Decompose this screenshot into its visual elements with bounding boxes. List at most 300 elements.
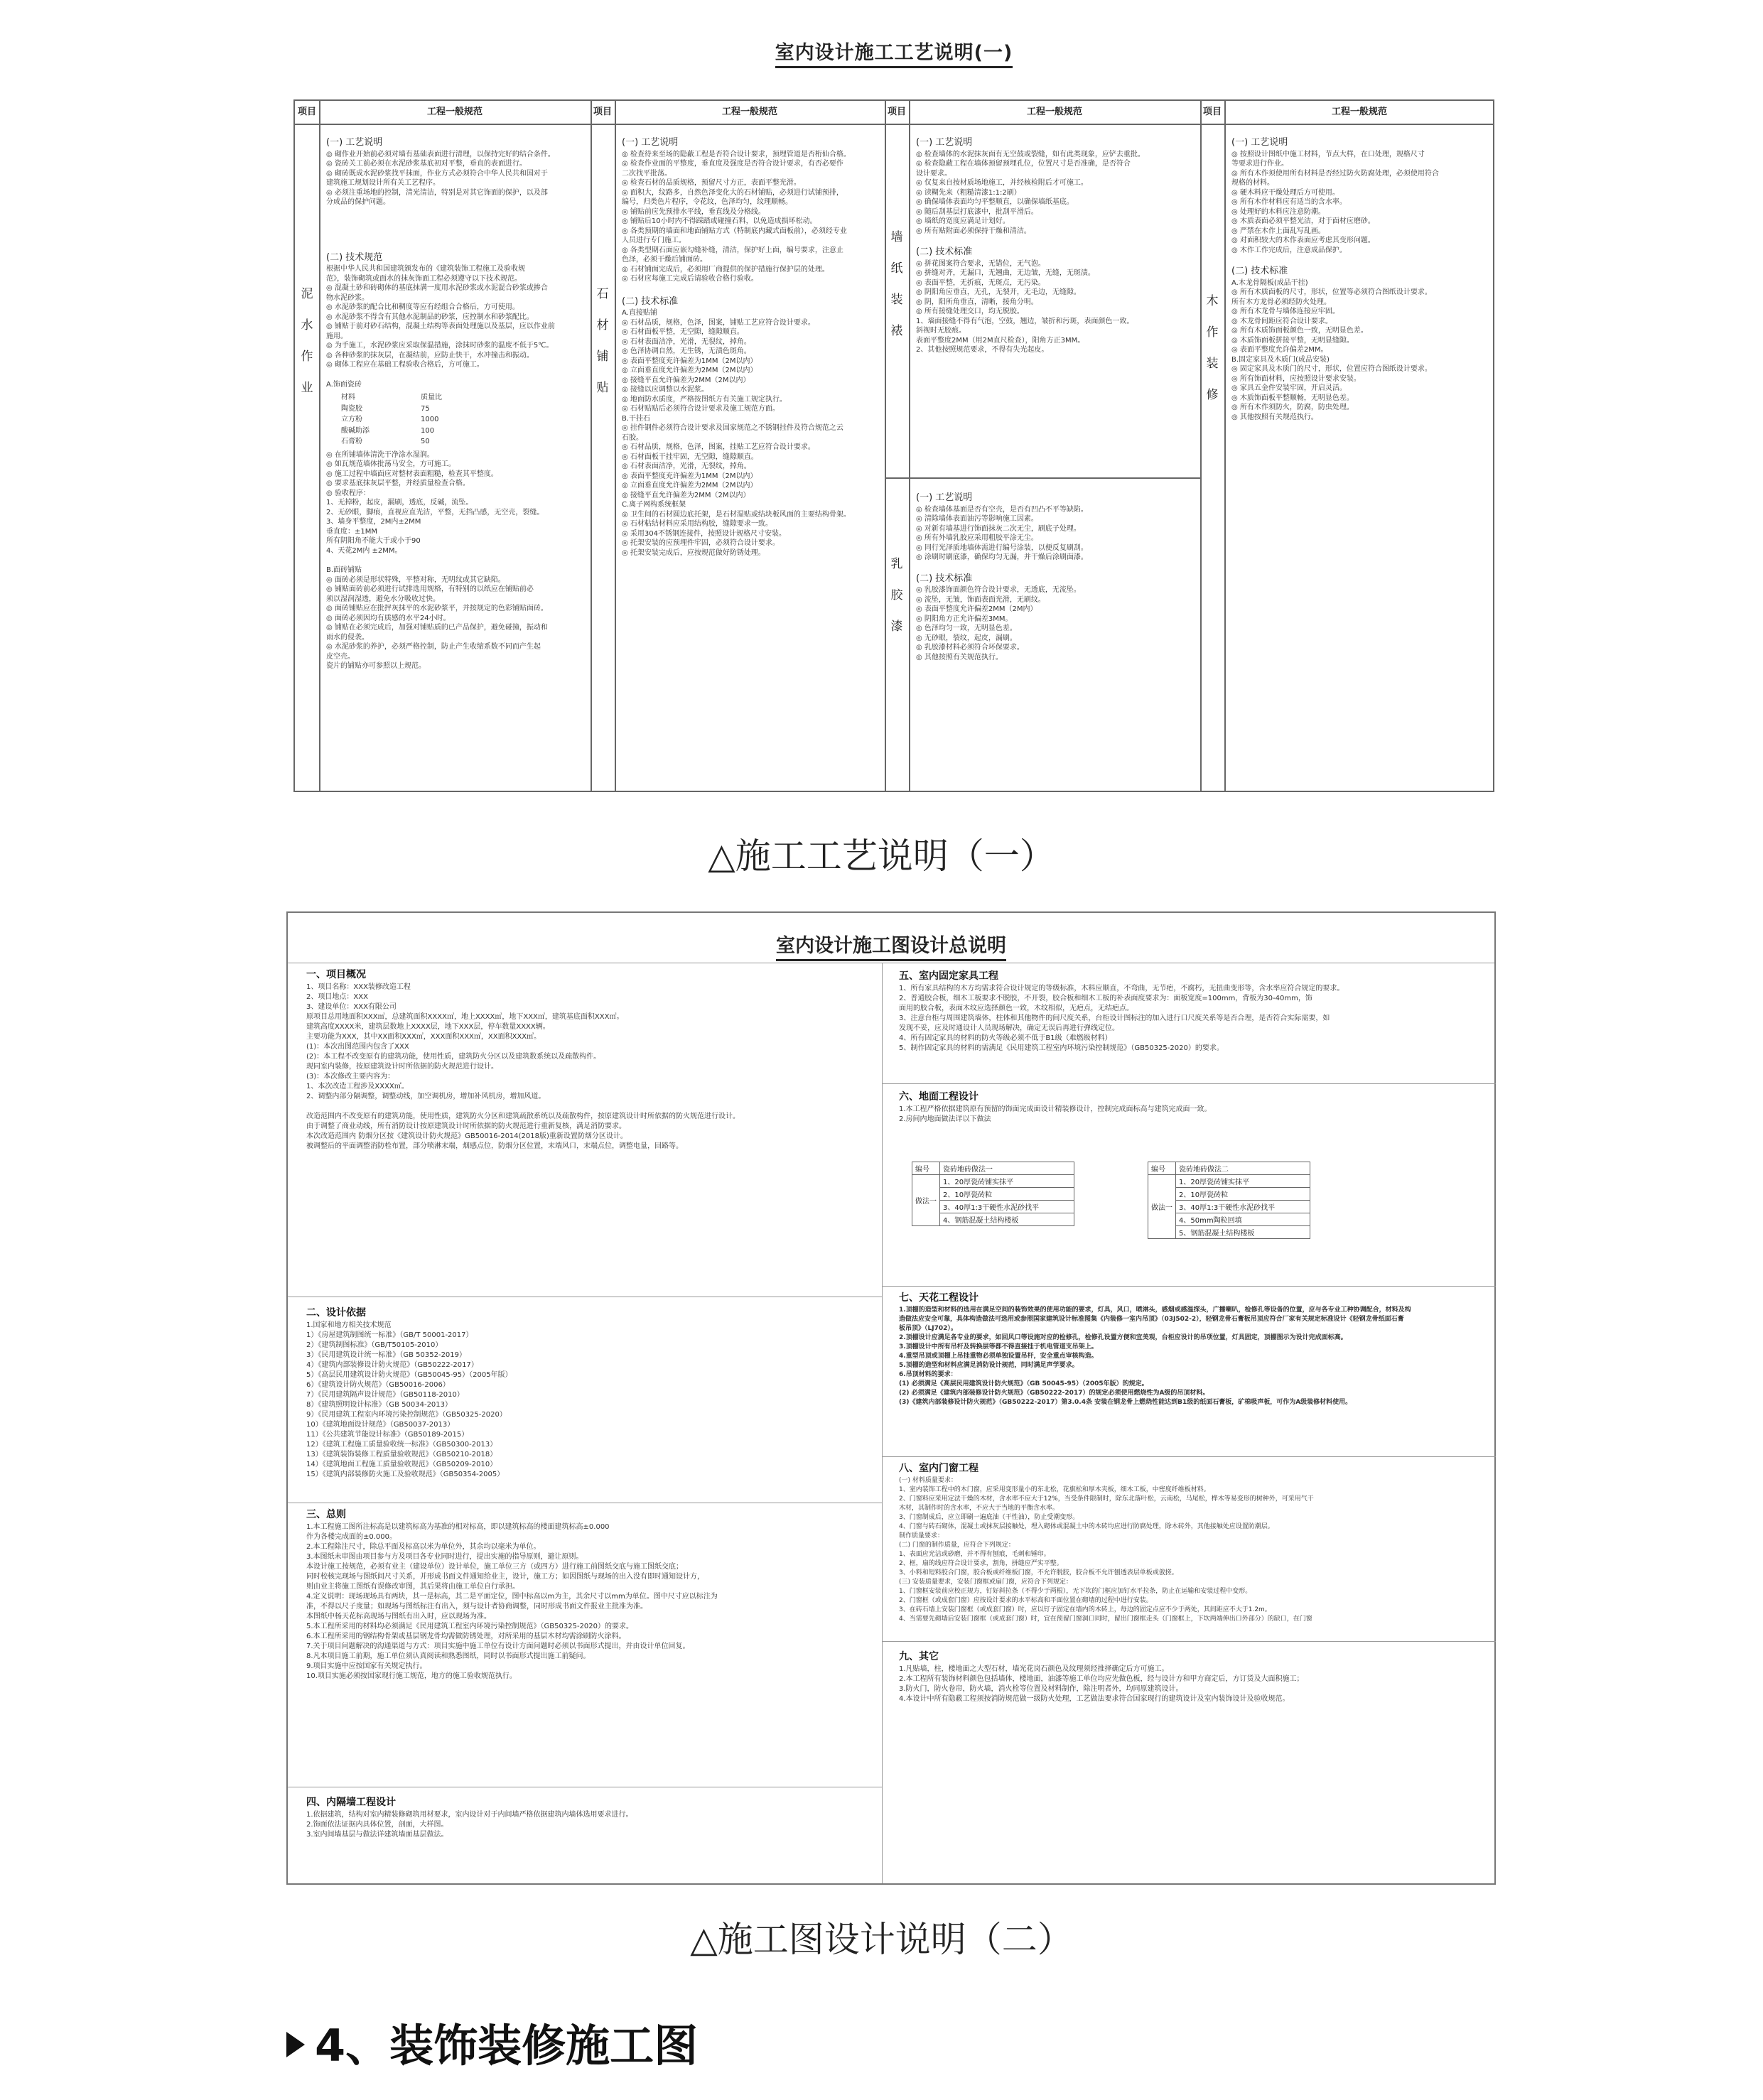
text-line: 2.饰面依法证据内具体位置，剖面，大样图。 [306,1821,448,1829]
text-line [306,1102,875,1112]
text-line: ◎ 所有木质面板的尺寸，形状，位置等必须符合图纸设计要求。 [1231,288,1432,296]
table-head-cell: 瓷砖地砖做法二 [1176,1162,1310,1175]
table-cell: 4、钢筋混凝土结构楼板 [940,1213,1074,1226]
spacer [326,370,586,380]
text-line: ◎ 检查墙体的水泥抹灰面有无空鼓或裂缝，如有此类现象，应铲去重批。 [916,150,1145,158]
text-line: ◎ 仅复来自按材质场地施工，并经核检附后才可施工。 [916,179,1088,187]
text-line: ◎ 随后刮基层打底漆中，批刮平滑后。 [916,207,1038,216]
text-line: 5）《高层民用建筑设计防火规范》（GB50045-95）（2005年版） [306,1371,512,1379]
text-line: 发现不妥，应及时通设计人员现场解决，确定无误后再进行弹线定位。 [899,1024,1119,1032]
text-line: ◎ 表面平整，无折痕，无斑点，无污染。 [916,278,1045,287]
text-line: ◎ 石材面板干挂牢固，无空隙，缝隙顺直。 [622,453,758,461]
category-char: 纸 [890,261,903,276]
text-line: ◎ 要求基底抹灰层平整，并经质量检查合格。 [326,480,470,487]
text-line: 2、门窗框（或成套门窗）应按设计要求的水平标高和平面位置在砌墙的过程中进行安装。 [899,1597,1153,1604]
text-line: ◎ 木质饰面板平整顺畅，无明显色差。 [1231,394,1354,402]
text-line: (3)：本次修改主要内容为： [306,1073,395,1081]
divider [885,477,1200,479]
text-line: ◎ 硬木料应干燥处理后方可使用。 [1231,188,1339,197]
table-head-cell: 质量比 [421,394,442,401]
category-char: 装 [890,293,903,307]
text-block [306,1810,875,1840]
header-item-2: 项目 [593,107,612,117]
text-line: ◎ 所有木质饰面板颜色一致，无明显色差。 [1231,327,1368,335]
text-line: 1、墙面接缝不得有气泡，空鼓，翘边，皱折和污斑，表面颜色一致。 [916,317,1134,325]
header-item-1: 项目 [297,107,316,117]
table-cell: 5、钢筋混凝土结构楼板 [1176,1226,1310,1239]
text-line: 3、小料和短料胶合门窗，胶合板或纤维板门窗，不允许脱胶，胶合板不允许刨透表层单板或戗搓。 [899,1569,1178,1576]
text-line: 2、普通胶合板，细木工板要求不脱胶，不开裂，胶合板和细木工板的补表面度要求为：面板宽度=100mm，背板为30-40mm，饰 [899,995,1312,1002]
process-table [293,99,1494,792]
text-line: 本设计施工按规范，必须有业主（建设单位）设计单位，施工单位三方（或四方）进行施工前图纸交底与施工图纸交底； [306,1563,683,1571]
text-line: 3.防火门，防火卷帘，防火墙，消火栓等位置及材料制作，除注明者外，均同原建筑设计。 [899,1685,1183,1693]
caption-one: △施工工艺说明（一） [708,835,1055,877]
woodwork-spec [1231,135,1490,422]
text-line: ◎ 木作工作完成后，注意成品保护。 [1231,246,1347,254]
text-line: 15）《建筑内部装修防火施工及验收规范》（GB50354-2005） [306,1471,505,1478]
text-line: 3.室内间墙基层与做法详建筑墙面基层做法。 [306,1831,448,1839]
header-spec-1: 工程一般规范 [426,107,482,117]
floor-method-table-1 [912,1162,1074,1226]
text-line: ◎ 涂刷时刷底漆，确保均匀无漏，并干燥后涂刷面漆。 [916,553,1088,561]
text-line: 须以湿润湿透，避免水分吸收过快。 [326,595,440,603]
text-line: ◎ 面砖铺贴应在批抨灰抹平的水泥砂浆平，并按规定的色彩铺贴面砖。 [326,605,548,612]
text-block [306,1321,875,1480]
text-line: ◎ 在所铺墙体清洗干净涂水湿润。 [326,450,434,459]
text-line: ◎ 采用304不锈钢连接件，按照设计规格尺寸安装。 [622,529,786,538]
category-char: 作 [301,350,313,364]
text-line: ◎ 验收程序： [326,489,370,497]
table-head-cell: 瓷砖地砖做法一 [940,1162,1074,1175]
text-line: ◎ 施工过程中墙面应对整材表面粗糙，检查其平整度。 [326,470,498,478]
section-heading: 七、天花工程设计 [899,1292,978,1304]
text-line: A.直接贴铺 [622,309,657,317]
text-line: (1)：本次出图范围内包含了XXX [306,1043,409,1051]
text-block [326,575,586,671]
header-spec-3: 工程一般规范 [1026,107,1082,117]
text-line: ◎ 水泥砂浆的配合比和稠度等应有经组合合格后，方可使用。 [326,303,519,311]
text-block [622,150,880,284]
category-char: 漆 [890,619,903,634]
table-cell: 2、10厚瓷砖粒 [1176,1188,1310,1201]
text-line: ◎ 各类预期的墙面和地面铺贴方式（特制底内藏式面板前），必须经专业 [622,227,847,235]
spacer [326,556,586,565]
table-cell: 4、50mm陶粒回填 [1176,1213,1310,1226]
text-line: 本次改造范围内 防烟分区按《建筑设计防火规范》GB50016-2014(2018版)重新设置防烟分区设计。 [306,1132,627,1140]
text-line: ◎ 表面平整度充许偏差为1MM（2M以内） [622,357,758,365]
table-cell: 陶瓷胶 [341,404,362,413]
text-line: 2、门窗料应采用定法干燥的木材，含水率不应大于12%，当受条件限制时，除东北落叶松，云南松，马尾松，桦木等易变形的树种外，可采用气干 [899,1495,1314,1503]
text-line: 3、注意台柜与周围建筑墙体，柱体和其他物件的间尺度关系，台柜设计图标注的加入进行口尺度关系等是否合理，是否符合实际需要，如 [899,1014,1330,1022]
spacer [326,207,586,250]
section-heading: 三、总则 [306,1509,346,1520]
text-line: 1、表面应光洁或砂磨，并不得有刨痕，毛刺和锤印。 [899,1551,1050,1558]
text-line: 3、建设单位：XXX有限公司 [306,1003,397,1011]
text-line: ◎ 所有接缝处理交口，均无脱胶。 [916,308,1024,315]
text-line: ◎ 所有木作须防火，防腐，防虫处理。 [1231,404,1354,411]
text-line: ◎ 阴阳角方正允许偏差3MM。 [916,615,1013,623]
text-line: (2) 必须满足《建筑内部装修设计防火规范》（GB50222-2017）的规定必须使用燃烧性为A级的吊顶材料。 [899,1390,1209,1397]
text-line: ◎ 木质表面必须平整光洁，对于面材应磨砂。 [1231,217,1375,225]
text-line: ◎ 必须注重场地的控制，清光清洁，特别是对其它饰面的保护，以及部 [326,188,548,197]
text-line: 1.顶棚的造型和材料的选用在满足空间的装饰效果的使用功能的要求，灯具，风口，喷淋头，感烟或感温探头，广播喇叭，检修孔等设备的位置，应与各专业工种协调配合，材料及构 [899,1306,1411,1314]
text-line: 3、门窗制成后，应立即刷一遍底油（干性油），防止受潮变形。 [899,1514,1079,1521]
text-line: 1.本工程施工图所注标高是以建筑标高为基准的相对标高，即以建筑标高的楼面建筑标高±0.000 [306,1523,610,1531]
table-head-cell: 材料 [341,394,355,401]
text-line: 规格的材料。 [1231,179,1274,187]
category-char: 贴 [596,381,609,395]
text-line: 4.本设计中所有隐蔽工程须按消防规范做一级防火处理，工艺做法要求符合国家现行的建筑设计及室内装饰设计及验收规范。 [899,1695,1290,1703]
category-char: 泥 [301,287,313,301]
text-line: 8.凡本项目施工前期，施工单位须认真阅读和熟悉图纸，同时以书面形式提出施工前疑问。 [306,1652,591,1660]
text-line: ◎ 接缝平直允许偏差为2MM（2M以内） [622,491,750,499]
text-line: ◎ 各种砂浆的抹灰层，在凝结前，应防止快干，水冲撞击和振动。 [326,351,534,359]
text-line: 同时校核完现场与图纸间尺寸关系，并形成书面文件通知给业主，设计，施工方；如因图纸与现场的出入没有即时通知设计方， [306,1573,704,1581]
text-line: 5.本工程所采用的材料均必须满足《民用建筑工程室内环境污染控制规范》（GB50325-2020）的要求。 [306,1623,634,1630]
section-heading: (二) 技术标准 [916,247,973,257]
text-line: 斜视时无胶痕。 [916,327,966,335]
text-line: 9.项目实施中应按国家有关规定执行。 [306,1662,427,1670]
sheet1-title [293,37,1494,65]
table-cell: 1、20厚瓷砖铺实抹平 [940,1175,1074,1188]
text-line: (3)《建筑内部装修设计防火规范》（GB50222-2017）第3.0.4条 安装在钢龙骨上燃烧性能达到B1级的纸面石膏板，矿棉吸声板，可作为A级装修材料使用。 [899,1399,1352,1406]
category-char: 修 [1206,388,1219,402]
text-line: 作为各楼完成面的±0.000。 [306,1533,397,1541]
text-line: 4、所有固定家具的材料的防火等级必须不低于B1级（难燃级材料） [899,1034,1112,1042]
category-char: 业 [301,381,313,395]
category-wallpaper [885,222,909,347]
section-heading-decoration-drawings [286,2010,698,2074]
spacer [1231,255,1490,264]
text-line: 1、所有家具结构的木方均需求符合设计规定的等级标准，木料应顺直，不弯曲，无节疤，不腐朽，无扭曲变形等，含水率应符合规定的要求。 [899,985,1344,992]
text-line: 7）《民用建筑隔声设计规范》（GB50118-2010） [306,1391,464,1399]
text-line: 3.本图纸未审图由项目参与方及项目各专业同时进行，提出实施的指导原则，避让原则。 [306,1553,583,1561]
text-line: ◎ 其他按照有关规范执行。 [1231,413,1318,421]
category-mud-work [295,278,319,404]
text-line: A.木龙骨隔板(成品干挂) [1231,278,1308,287]
text-line: 瓷片的铺贴亦可参照以上规范。 [326,662,426,670]
text-line: ◎ 所有外墙乳胶应采用粗胶平涂无尘。 [916,534,1038,542]
text-line: ◎ 接缝以应调整以水泥浆。 [622,386,708,394]
text-line: ◎ 对面积较大的木作表面应考虑其变形问题。 [1231,237,1375,244]
text-line: 1、本次改造工程涉及XXXX㎡。 [306,1083,409,1090]
text-line: 1、室内装饰工程中的木门窗，应采用变形量小的东北松，花旗松和厚木夹板，细木工板，中密度纤维板材料。 [899,1486,1210,1493]
section-heading: (一) 工艺说明 [622,137,679,148]
section-heading: 九、其它 [899,1651,939,1662]
text-line: 主要功能为XXX，其中XX面积XXX㎡，XXX面积XXX㎡，XX面积XXX㎡。 [306,1033,541,1041]
text-line: ◎ 面砖必须因均有质感的水平24小时。 [326,614,451,622]
project-overview [306,970,875,1152]
text-block [899,984,1489,1054]
text-block [1231,278,1490,423]
text-line: ◎ 接缝平直允许偏差为2MM（2M以内） [622,376,750,384]
divider [1224,101,1226,791]
text-line: ◎ 托架安装完成后，应按规范做好防锈处理。 [622,548,765,557]
wallpaper-spec [916,135,1196,355]
divider [591,101,592,791]
text-line: ◎ 表面平整度充许偏差为1MM（2M以内） [622,472,758,480]
text-block [306,1522,875,1682]
text-line: 3.顶棚设计中所有吊杆及转换层等都不得直接挂于机电管道支吊架上。 [899,1343,1098,1351]
text-line: 根据中华人民共和国建筑颁发布的《建筑装饰工程施工及验收规 [326,265,525,273]
text-line: 表面平整度2MM（用2M直尺检查），阳角方正3MM。 [916,336,1085,345]
text-line: ◎ 石材表面洁净，光滑，无裂纹，掉角。 [622,337,751,346]
text-line: ◎ 对新有墙基进行饰面抹灰二次无尘，刷底子处理。 [916,524,1081,533]
text-line: 4.定义说明：现场现场具有两块，其一是标高，其二是平面定位，图中标高以m为主，其余尺寸以mm为单位。图中尺寸应以标注为 [306,1593,718,1601]
spacer [916,563,1196,571]
category-char: 铺 [596,350,609,364]
text-line: ◎ 为手施工，水泥砂浆应采取保温措施，涂抹时砂浆的温度不低于5℃。 [326,342,554,350]
text-line: 1.本工程严格依据建筑原有预留的饰面完成面设计精装修设计，控制完成面标高与建筑完成面一致。 [899,1105,1212,1113]
table-cell: 石膏粉 [341,438,362,445]
text-line: 3、墙身平整度，2M内±2MM [326,518,421,526]
sheet2-title-text: 室内设计施工图设计总说明 [776,935,1006,961]
text-line: ◎ 石材品质，规格，色泽，图案，铺贴工艺应符合设计要求。 [622,318,815,327]
text-line: ◎ 处理好的木料应注意防潮。 [1231,207,1325,216]
text-line: ◎ 立面垂直度允许偏差为2MM（2M以内） [622,482,758,489]
door-window-design [899,1464,1489,1624]
text-line: 1、无掉粉，起皮，漏刷，透底，反碱，流坠。 [326,499,473,507]
text-line: ◎ 地面防水质度，严格按图纸方有关施工规定执行。 [622,395,787,404]
text-line: 原项目总用地面积XXX㎡，总建筑面积XXXX㎡，地上XXXX㎡，地下XXX㎡，建筑基底面积XXX㎡。 [306,1013,624,1021]
text-line: ◎ 流坠，无皱，饰面表面光滑，无刷纹。 [916,595,1045,604]
text-line: 物水泥砂浆。 [326,293,369,302]
text-line: ◎ 石材铺面完成后，必须用厂商提供的保护措施行保护层的处理。 [622,265,829,274]
table-cell: 立方粉 [341,416,362,423]
text-block [916,505,1196,563]
text-line: ◎ 所有木龙骨与墙体连接应牢固。 [1231,308,1339,315]
text-line: ◎ 铺贴于前对砂石结构，混凝土结构等表面处理施以及基层，应以作业前 [326,323,555,330]
table-cell: 1、20厚瓷砖铺实抹平 [1176,1175,1310,1188]
text-line: ◎ 表面平整度允许偏差2MM。 [1231,346,1328,354]
category-char: 水 [301,318,313,332]
category-stone-work [591,278,615,404]
text-line: 本图纸中杨天花标高现场与图纸有出入时，应以现场为准。 [306,1613,491,1620]
text-block [326,150,586,207]
text-line: 13）《建筑装饰装修工程质量验收规范》（GB50210-2018） [306,1451,497,1458]
text-block [306,983,875,1152]
text-line: ◎ 清除墙体表面油污等影响施工因素。 [916,515,1038,523]
text-line: 2.本工程所有装饰材料颜色包括墙体，楼地面，油漆等施工单位均应先做色板，经与设计方和甲方商定后，方订货及大面积施工； [899,1675,1304,1683]
text-line: 准，不得以尺子度量；如现场与图纸标注有出入，须与设计者协商调整，同时形成书面文件报业主批准为准。 [306,1603,647,1611]
fixed-furniture [899,971,1489,1054]
stone-work-spec [622,135,880,558]
text-line: ◎ 所有饰面材料，应按照设计要求安装。 [1231,374,1361,383]
text-line: 1.依据建筑，结构对室内精装修砌筑用材要求，室内设计对于内间墙严格依据建筑内墙体选用要求进行。 [306,1811,633,1819]
text-line: 2.顶棚设计应满足各专业的要求，如回风口等设施对应的检修孔，检修孔设置方便和宜美观，台柜应设计的吊项位置，灯具固定，顶棚图示为设计完成面标高。 [899,1334,1347,1341]
text-line: ◎ 家具五金件安装牢固，开启灵活。 [1231,384,1347,392]
text-block [326,450,586,556]
text-line: ◎ 拼缝对齐，无漏口，无翘曲，无边皱，无缝，无斑渍。 [916,269,1095,277]
text-line: ◎ 石材贴贴后必须符合设计要求及施工规范方面。 [622,405,780,413]
header-spec-2: 工程一般规范 [721,107,777,117]
text-line: ◎ 色泽均匀一致，无明显色差。 [916,624,1017,632]
text-line: 1）《房屋建筑制图统一标准》（GB/T 50001-2017） [306,1331,473,1339]
text-line: 等要求进行作业。 [1231,160,1288,168]
text-line: (三) 安装质量要求，安装门窗框或扇门窗，应符合下列规定： [899,1579,1072,1586]
text-line: ◎ 表面平整度允许偏差2MM（2M内） [916,605,1037,613]
text-line: 木材，其制作时的含水率，不应大于当地的平衡含水率。 [899,1505,1060,1512]
section-heading: (一) 工艺说明 [916,492,973,503]
divider [885,101,886,791]
design-basis [306,1308,875,1480]
text-line: 1、项目名称：XXX装修改造工程 [306,983,411,991]
section-heading: (二) 技术标准 [916,573,973,584]
section-heading: (一) 工艺说明 [1231,137,1288,148]
section-heading: 五、室内固定家具工程 [899,970,998,982]
text-line: 9）《民用建筑工程室内环境污染控制规范》（GB50325-2020） [306,1411,507,1419]
text-line: ◎ 检查作业面的平整度，垂直度及强度是否符合设计要求，有否必要作 [622,160,843,168]
divider [615,101,616,791]
text-line: 分成品的保护问题。 [326,198,390,206]
category-char: 墙 [890,230,903,244]
text-line: 2）《建筑制图标准》（GB/T50105-2010） [306,1341,443,1349]
text-line: B.固定家具及木质门(成品安装) [1231,355,1330,364]
text-line: ◎ 确保墙体表面均匀平整顺直，以确保墙纸基底。 [916,198,1074,206]
caption-two: △施工图设计说明（二） [690,1919,1073,1960]
mix-ratio-table [340,392,443,448]
header-item-3: 项目 [887,107,906,117]
text-line: ◎ 如瓦规范墙体批荡马安全，方可施工。 [326,460,455,468]
text-line: ◎ 水泥砂浆不得含有其他水泥制品的砂浆，应控制水和砂浆配比。 [326,313,534,321]
text-line: 范》，装饰砌筑或面水的抹灰饰面工程必须遵守以下技术规范。 [326,274,522,283]
table-cell: 50 [421,438,430,445]
table-row-label: 做法一 [912,1175,940,1226]
other-notes [899,1652,1489,1704]
text-line: ◎ 铺贴在必须完成后，加强对铺贴质的已产品保护，避免碰撞，振动和 [326,624,548,632]
design-general-notes-sheet [286,911,1496,1885]
table-header-row [295,101,1493,125]
ceiling-design [899,1294,1489,1407]
text-line: ◎ 砌体工程应在基础工程验收合格后，方可施工。 [326,361,484,369]
text-block [899,1306,1489,1407]
section-heading: (二) 技术规范 [326,251,383,263]
footer-heading-text: 4、装饰装修施工图 [315,2020,699,2072]
spacer [622,284,880,294]
text-line: ◎ 所有木作材料应有适当的含水率。 [1231,198,1347,206]
text-line: (1) 必须满足《高层民用建筑设计防火规范》（GB 50045-95）（2005年版）的规定。 [899,1380,1148,1387]
text-line: ◎ 阴阳角应垂直，无孔，无裂开，无毛边，无缝隙。 [916,288,1081,296]
section-heading: (二) 技术标准 [1231,266,1288,276]
category-latex-paint [885,548,909,642]
text-line: ◎ 严禁在木作上面乱写乱画。 [1231,227,1325,235]
text-line: 2、其他按照规范要求，不得有失光起皮。 [916,346,1049,354]
category-char: 胶 [890,588,903,602]
text-line: ◎ 所有贴附面必须保持干燥和清洁。 [916,227,1031,235]
divider [319,101,320,791]
text-line: 4、当需要先砌墙后安装门窗框（或成套门窗）时，宜在预留门窗洞口同时，留出门窗框走头（门窗框上，下坎两端伸出口外部分）的缺口，在门窗 [899,1615,1312,1623]
table-cell: 酸碱助添 [341,426,370,435]
text-line: 皮空壳。 [326,652,355,661]
text-block [1231,150,1490,256]
text-line: 4、天花2M内 ±2MM。 [326,546,402,555]
text-line: 石胶。 [622,433,643,442]
text-line: 被调整后的平面调整消防栓布置，部分喷淋末端，烟感点位，防烟分区位置，末端风口，末端点位，调整电量，回路等。 [306,1142,683,1150]
construction-process-sheet [293,0,1494,796]
text-line: ◎ 各类型期石面应嵌勾缝补缝，清洁，保护好上面，编号要求，注意止 [622,246,843,254]
text-line: ◎ 色泽协调自然，无生锈，无渍色斑角。 [622,347,751,355]
triangle-bullet-icon [286,2032,305,2057]
text-block [916,259,1196,355]
text-line: 3、在砖石墙上安装门窗框（或成套门窗）时，应以钉子固定在墙内的木砖上，每边的固定点应不少于两处，其间距应不大于1.2m。 [899,1606,1271,1613]
general-rules [306,1510,875,1682]
category-char: 材 [596,318,609,332]
text-line: 6.吊顶材料的要求： [899,1371,957,1378]
text-line: ◎ 检查石材的品质规格，预留尺寸方正，表面平整光滑。 [622,179,801,187]
text-line: 5、制作固定家具的材料的需满足《民用建筑工程室内环境污染控制规范》（GB50325-2020）的要求。 [899,1044,1224,1052]
text-line: 3）《民用建筑设计统一标准》（GB 50352-2019） [306,1351,467,1359]
text-line: 造做法应安全可靠，具体构造做法可选用或参照国家建筑设计标准图集《内装修一室内吊顶》（03J502-2），轻钢龙骨石膏板吊顶应符合厂家有关规定标准设计《轻钢龙骨纸面石膏 [899,1316,1404,1323]
text-line: ◎ 立面垂直度允许偏差为2MM（2M以内） [622,367,758,374]
text-line: ◎ 石材面板平整，无空隙，缝隙顺直。 [622,328,744,336]
text-block [326,264,586,370]
text-line: 1.国家和地方相关技术规范 [306,1321,392,1329]
text-line: 设计要求。 [916,169,951,178]
text-line: 6）《建筑设计防火规范》（GB50016-2006） [306,1381,450,1389]
text-line: 雨水的侵袭。 [326,633,369,642]
table-cell: 3、40厚1:3干硬性水泥砂找平 [1176,1201,1310,1213]
text-line: ◎ 读糊先来（粗糙清漆1:1:2刷） [916,188,1021,197]
section-heading: (一) 工艺说明 [916,137,973,148]
section-heading: 八、室内门窗工程 [899,1463,978,1474]
text-line: (二) 门窗的制作质量，应符合下列规定： [899,1542,1015,1549]
text-line: B.干挂石 [622,414,651,423]
text-line: ◎ 所有木作须使用所有材料是否经过防火防腐处理，必须使用符合 [1231,169,1439,178]
text-line: 所有阴阳角不能大于或小于90 [326,537,421,545]
divider [909,101,910,791]
text-line: ◎ 木龙骨间距应符合设计要求。 [1231,317,1332,325]
text-line: 编号，归类色片程序，令花纹，色泽均匀，纹理顺畅。 [622,198,792,206]
text-line: ◎ 面砖必须是形状特殊，平整对称，无明纹或其它缺陷。 [326,575,505,584]
text-line: 6.本工程所采用的钢结构骨架或基层钢龙骨均需做防锈处理，对所采用的基层木材均需涂刷防火涂料。 [306,1633,626,1640]
text-line: 施用。 [326,332,347,340]
text-block [622,308,880,558]
divider [1200,101,1202,791]
floor-design [899,1092,1489,1125]
table-cell: 3、40厚1:3干硬性水泥砂找平 [940,1201,1074,1213]
category-char: 石 [596,287,609,301]
text-line: 12）《建筑工程施工质量验收统一标准》（GB50300-2013） [306,1441,497,1449]
text-line: ◎ 阴，阳所角垂直，清晰，接角分明。 [916,298,1038,306]
text-line: ◎ 石材粘结材料应采用结构胶，缝隙要求一致。 [622,520,772,528]
text-line: ◎ 检查墙体基面是否有空壳，是否有凹凸不平等缺陷。 [916,505,1088,514]
text-line: 则由业主将施工图纸有误修改审图，其后果将由施工单位自行承担。 [306,1583,519,1591]
text-line: 8）《建筑照明设计标准》（GB 50034-2013） [306,1401,453,1409]
section-heading: 六、地面工程设计 [899,1091,978,1103]
partition-wall-design [306,1797,875,1840]
table-row-label: 做法一 [1148,1175,1176,1239]
subsection-label: B.面砖铺贴 [326,566,362,574]
text-line: ◎ 卫生间的石材圆边底托架，是石材湿贴或结块板风面的主要结构骨架。 [622,510,851,519]
text-line: 色泽，必须干燥后铺面砖。 [622,256,707,264]
text-line: ◎ 铺贴前应先预排水平线，垂直线及分格线。 [622,207,765,216]
text-line: ◎ 铺贴后10小时内不得踩踏或碰撞石料，以免造成损坏松动。 [622,217,817,225]
table-head-cell: 编号 [912,1162,940,1175]
text-line: 11）《公共建筑节能设计标准》（GB50189-2015） [306,1431,469,1439]
category-char: 作 [1206,325,1219,340]
text-line: ◎ 石材品质，规格，色泽，图案，挂贴工艺应符合设计要求。 [622,443,815,451]
table-cell: 1000 [421,416,439,423]
text-line: C.离子网构系统框架 [622,501,686,509]
text-block [916,150,1196,237]
text-line: ◎ 墙纸的宽度应满足计划好。 [916,217,1010,225]
text-line: ◎ 石材应每施工完成后请验收合格行验收。 [622,275,758,283]
text-line: 制作质量要求： [899,1532,944,1539]
text-line: ◎ 砌作业开始前必须对墙有基础表面进行清理，以保持完好的结合条件。 [326,150,555,158]
text-block [899,1105,1489,1125]
text-line: 板吊顶》（LJ702）。 [899,1325,957,1332]
text-line: ◎ 混凝土砂和砖砌体的基底抹满一度用水泥砂浆或水泥混合砂浆或掺合 [326,284,548,292]
